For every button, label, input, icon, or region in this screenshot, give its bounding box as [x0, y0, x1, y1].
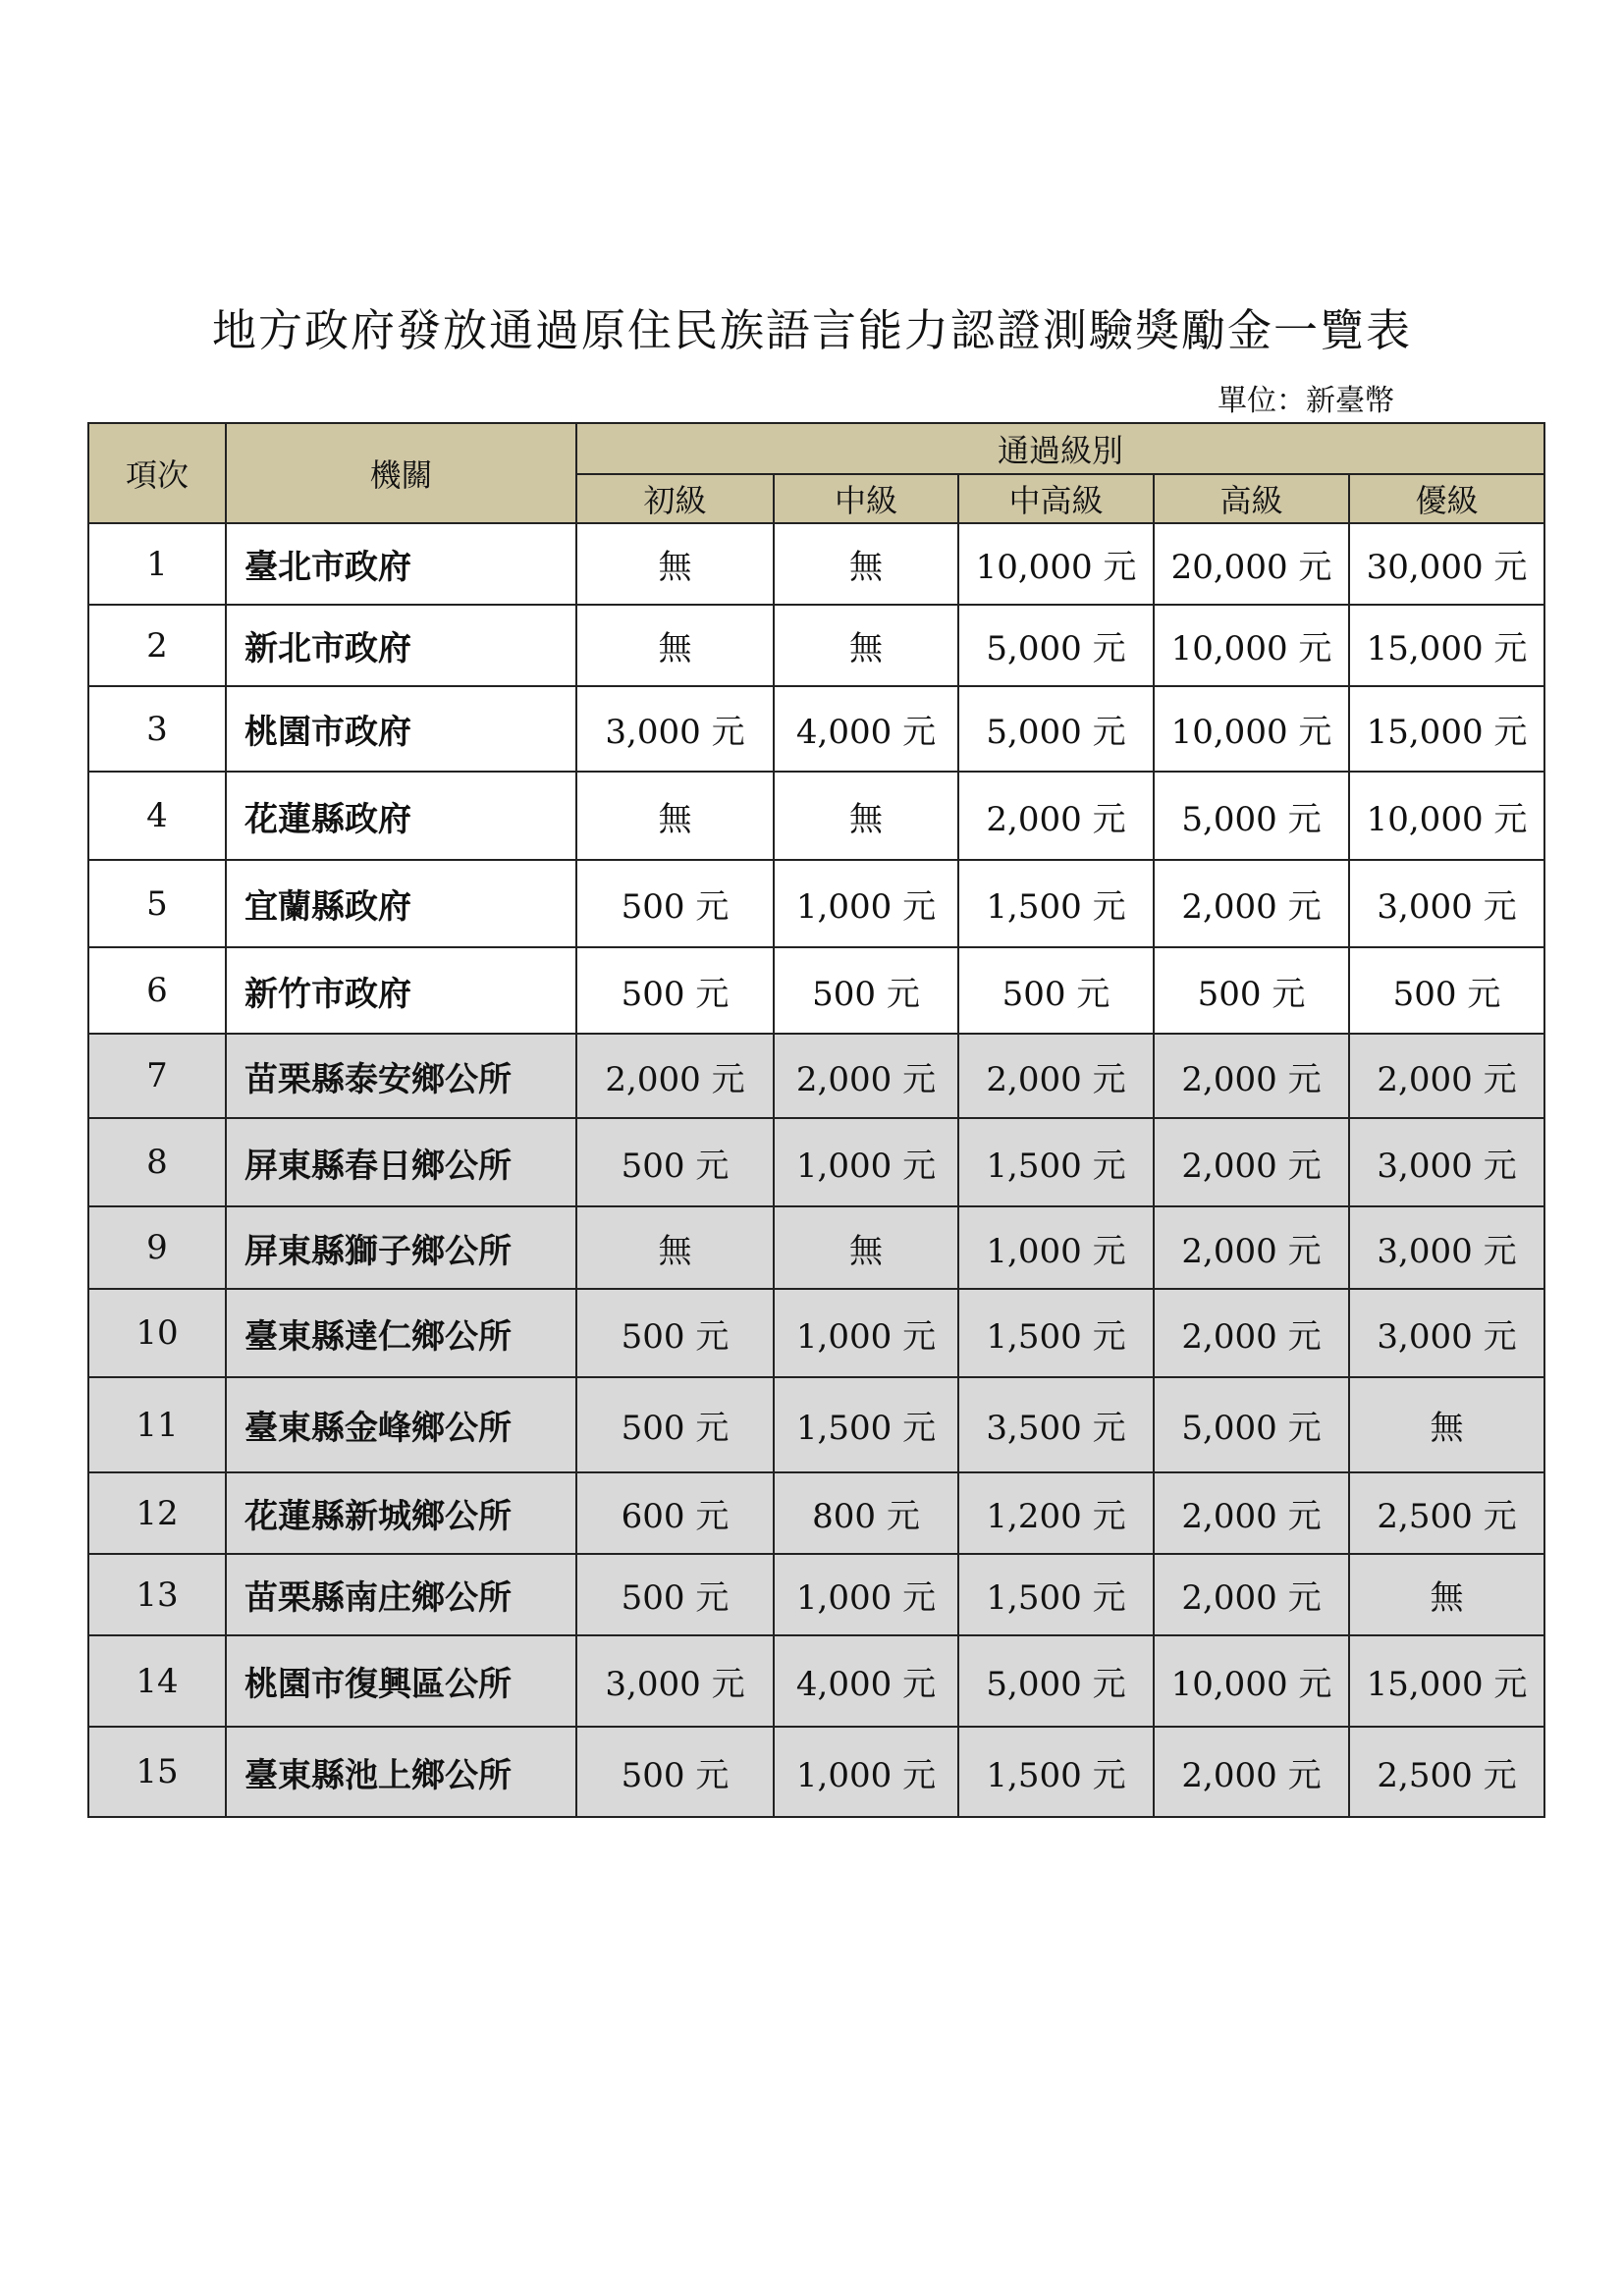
row-value: 500 元	[774, 947, 958, 1034]
row-value: 3,000 元	[576, 1635, 774, 1727]
row-number: 14	[88, 1635, 226, 1727]
row-value: 無	[576, 605, 774, 686]
row-value: 500 元	[958, 947, 1154, 1034]
row-agency: 臺北市政府	[226, 523, 576, 605]
row-number: 4	[88, 772, 226, 860]
header-level-intermediate: 中級	[774, 474, 958, 523]
row-value: 1,500 元	[958, 1727, 1154, 1817]
table-row	[88, 860, 1544, 947]
table-body	[88, 523, 1544, 1817]
row-value: 10,000 元	[958, 523, 1154, 605]
row-value: 500 元	[576, 1118, 774, 1206]
row-agency: 新北市政府	[226, 605, 576, 686]
row-agency: 新竹市政府	[226, 947, 576, 1034]
row-value: 1,000 元	[958, 1206, 1154, 1289]
row-number: 7	[88, 1034, 226, 1118]
row-value: 30,000 元	[1349, 523, 1544, 605]
row-value: 無	[576, 523, 774, 605]
row-value: 2,000 元	[576, 1034, 774, 1118]
row-number: 3	[88, 686, 226, 772]
table-row	[88, 1727, 1544, 1817]
row-value: 無	[576, 1206, 774, 1289]
table-row	[88, 1289, 1544, 1377]
row-agency: 苗栗縣泰安鄉公所	[226, 1034, 576, 1118]
row-value: 10,000 元	[1154, 686, 1349, 772]
row-value: 無	[1349, 1554, 1544, 1635]
row-value: 1,000 元	[774, 1118, 958, 1206]
page-title: 地方政府發放通過原住民族語言能力認證測驗獎勵金一覽表	[211, 304, 1412, 356]
row-value: 2,000 元	[1154, 1206, 1349, 1289]
row-value: 5,000 元	[958, 1635, 1154, 1727]
row-agency: 屏東縣獅子鄉公所	[226, 1206, 576, 1289]
row-value: 2,000 元	[958, 1034, 1154, 1118]
header-level-advanced: 高級	[1154, 474, 1349, 523]
row-value: 無	[774, 1206, 958, 1289]
table-row	[88, 1034, 1544, 1118]
row-agency: 花蓮縣新城鄉公所	[226, 1472, 576, 1554]
row-value: 1,500 元	[958, 1289, 1154, 1377]
row-value: 2,000 元	[958, 772, 1154, 860]
table-row	[88, 1206, 1544, 1289]
table-row	[88, 1635, 1544, 1727]
row-value: 無	[774, 772, 958, 860]
row-value: 無	[774, 523, 958, 605]
table-row	[88, 947, 1544, 1034]
row-value: 5,000 元	[958, 686, 1154, 772]
row-value: 4,000 元	[774, 1635, 958, 1727]
row-agency: 桃園市政府	[226, 686, 576, 772]
row-value: 4,000 元	[774, 686, 958, 772]
row-value: 2,000 元	[1154, 1289, 1349, 1377]
unit-note: 單位：新臺幣	[1218, 384, 1394, 418]
row-value: 500 元	[576, 1289, 774, 1377]
row-number: 11	[88, 1377, 226, 1472]
row-value: 2,500 元	[1349, 1472, 1544, 1554]
row-value: 2,000 元	[774, 1034, 958, 1118]
row-number: 9	[88, 1206, 226, 1289]
row-agency: 桃園市復興區公所	[226, 1635, 576, 1727]
row-value: 2,000 元	[1154, 1118, 1349, 1206]
row-agency: 宜蘭縣政府	[226, 860, 576, 947]
row-number: 5	[88, 860, 226, 947]
row-value: 500 元	[576, 1727, 774, 1817]
row-value: 1,000 元	[774, 860, 958, 947]
row-value: 5,000 元	[1154, 772, 1349, 860]
row-value: 1,500 元	[774, 1377, 958, 1472]
table-row	[88, 772, 1544, 860]
row-value: 2,000 元	[1154, 1554, 1349, 1635]
row-value: 3,500 元	[958, 1377, 1154, 1472]
header-level-superior: 優級	[1349, 474, 1544, 523]
table-row	[88, 686, 1544, 772]
row-value: 600 元	[576, 1472, 774, 1554]
row-number: 10	[88, 1289, 226, 1377]
row-number: 12	[88, 1472, 226, 1554]
row-number: 6	[88, 947, 226, 1034]
table-row	[88, 1377, 1544, 1472]
row-value: 3,000 元	[1349, 860, 1544, 947]
row-value: 1,500 元	[958, 860, 1154, 947]
row-value: 2,000 元	[1154, 1727, 1349, 1817]
row-value: 1,200 元	[958, 1472, 1154, 1554]
row-value: 3,000 元	[1349, 1289, 1544, 1377]
row-agency: 臺東縣金峰鄉公所	[226, 1377, 576, 1472]
header-level-group: 通過級別	[576, 423, 1544, 474]
row-value: 1,000 元	[774, 1289, 958, 1377]
row-value: 2,000 元	[1154, 1472, 1349, 1554]
row-value: 無	[576, 772, 774, 860]
row-value: 5,000 元	[958, 605, 1154, 686]
table-row	[88, 1118, 1544, 1206]
row-agency: 屏東縣春日鄉公所	[226, 1118, 576, 1206]
row-number: 15	[88, 1727, 226, 1817]
row-agency: 苗栗縣南庄鄉公所	[226, 1554, 576, 1635]
row-value: 1,500 元	[958, 1118, 1154, 1206]
row-agency: 花蓮縣政府	[226, 772, 576, 860]
table-row	[88, 1472, 1544, 1554]
row-value: 2,000 元	[1154, 860, 1349, 947]
row-value: 10,000 元	[1349, 772, 1544, 860]
row-value: 500 元	[576, 947, 774, 1034]
row-agency: 臺東縣池上鄉公所	[226, 1727, 576, 1817]
row-value: 1,000 元	[774, 1554, 958, 1635]
row-number: 8	[88, 1118, 226, 1206]
row-value: 15,000 元	[1349, 686, 1544, 772]
row-value: 2,000 元	[1349, 1034, 1544, 1118]
row-number: 2	[88, 605, 226, 686]
row-value: 20,000 元	[1154, 523, 1349, 605]
row-number: 13	[88, 1554, 226, 1635]
row-value: 800 元	[774, 1472, 958, 1554]
row-value: 無	[1349, 1377, 1544, 1472]
table-row	[88, 523, 1544, 605]
row-number: 1	[88, 523, 226, 605]
row-value: 無	[774, 605, 958, 686]
row-value: 3,000 元	[576, 686, 774, 772]
row-value: 2,500 元	[1349, 1727, 1544, 1817]
row-agency: 臺東縣達仁鄉公所	[226, 1289, 576, 1377]
row-value: 3,000 元	[1349, 1206, 1544, 1289]
row-value: 10,000 元	[1154, 1635, 1349, 1727]
row-value: 500 元	[576, 860, 774, 947]
row-value: 500 元	[576, 1377, 774, 1472]
header-level-upper-intermediate: 中高級	[958, 474, 1154, 523]
header-item: 項次	[88, 423, 226, 523]
row-value: 3,000 元	[1349, 1118, 1544, 1206]
award-table	[87, 422, 1545, 1818]
row-value: 2,000 元	[1154, 1034, 1349, 1118]
header-agency: 機關	[226, 423, 576, 523]
row-value: 500 元	[1154, 947, 1349, 1034]
row-value: 500 元	[1349, 947, 1544, 1034]
row-value: 500 元	[576, 1554, 774, 1635]
row-value: 10,000 元	[1154, 605, 1349, 686]
row-value: 1,500 元	[958, 1554, 1154, 1635]
header-level-basic: 初級	[576, 474, 774, 523]
row-value: 1,000 元	[774, 1727, 958, 1817]
row-value: 15,000 元	[1349, 1635, 1544, 1727]
row-value: 5,000 元	[1154, 1377, 1349, 1472]
table-row	[88, 1554, 1544, 1635]
table-row	[88, 605, 1544, 686]
row-value: 15,000 元	[1349, 605, 1544, 686]
